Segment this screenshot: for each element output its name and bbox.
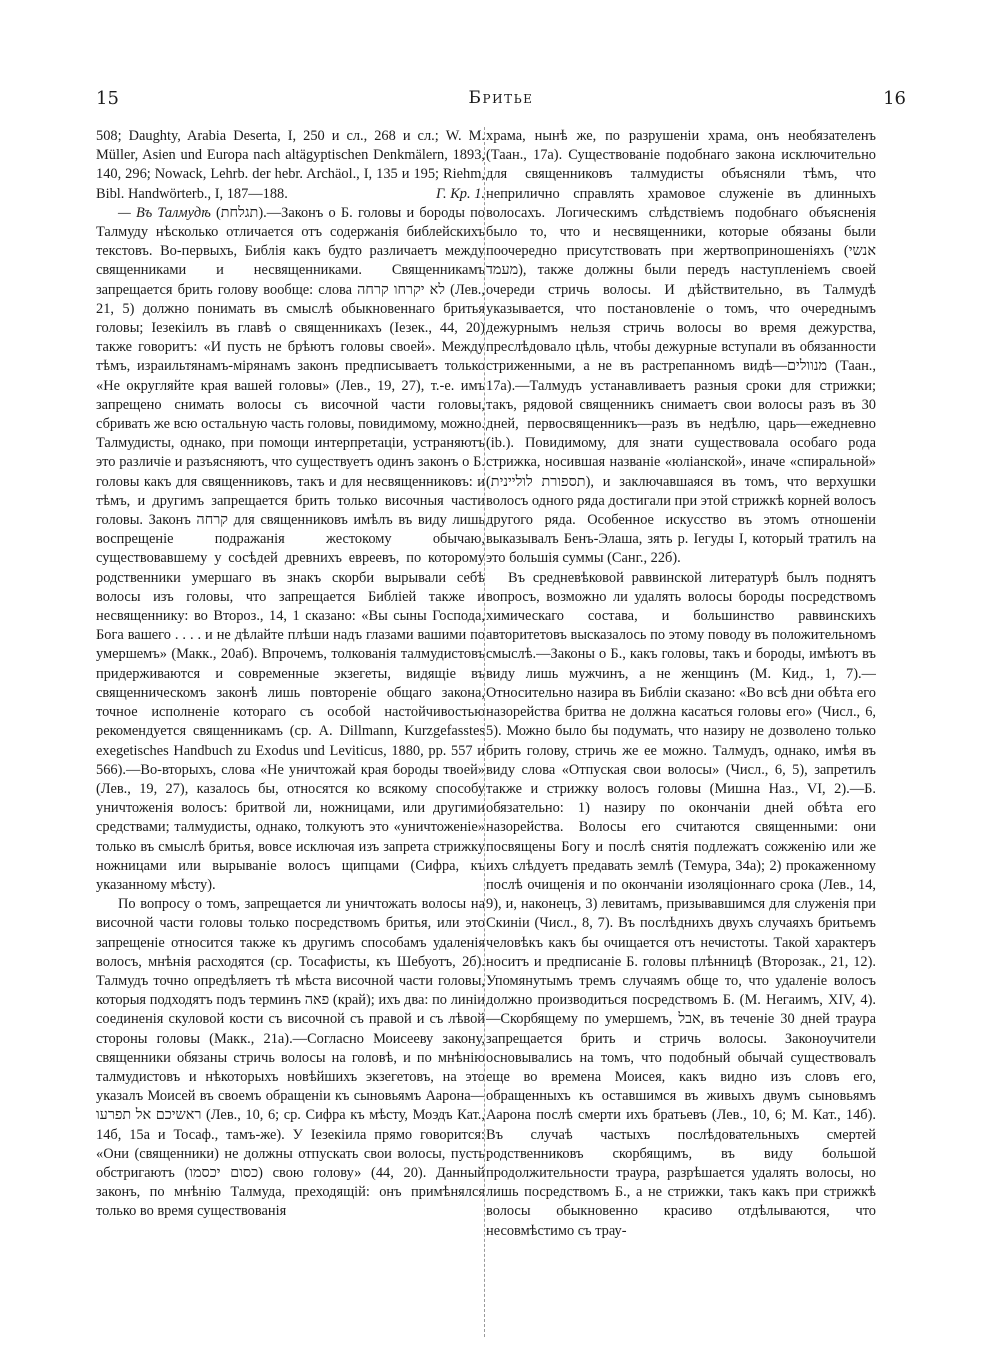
left-column [96, 127, 485, 1337]
talmud-section-text: (תגלחת).—Законъ о Б. головы и бороды по Талмуду нѣсколько отличается отъ содержанія библейскихъ текстовъ. Во-первыхъ, Библія какъ будто различаетъ между священниками и несвященниками. Священникамъ запрещается брить голову вообще: слова לא יקרחו קרחה (Лев., 21, 5) должно понимать въ смыслѣ обыкновеннаго бритья головы; Iезекіилъ въ главѣ о священникахъ (Iезек., 44, 20) также говоритъ: «И пусть не брѣютъ головы своей». Между тѣмъ, израильтянамъ-мірянамъ законъ предписываетъ только «Не округляйте края вашей головы» (Лев., 19, 27), т.-е. имъ запрещено снимать волосы съ височной части головы, сбривать же всю остальную часть головы, повидимому, можно. Талмудисты, однако, при помощи интерпретаціи, устраняютъ это различіе и разъясняютъ, что существуетъ одинъ законъ о Б. головы какъ для священниковъ, такъ и для несвященниковъ: и тѣмъ, и другимъ запрещается брить только височныя части головы. Законъ קרחה для священниковъ имѣлъ въ виду лишь воспрещеніе подражанія жестокому обычаю, существовавшему у сосѣдей древнихъ евреевъ, по которому родственники умершаго въ знакъ скорби вырывали себѣ волосы изъ головы, что запрещается Библіей также и несвященнику: во Второз., 14, 1 сказано: «Вы сыны Господа, Бога вашего . . . . и не дѣлайте плѣши надъ глазами вашими по умершемъ» (Макк., 20аб). Впрочемъ, толкованія талмудистовъ придерживаются и современные экзегеты, видящіе въ священническомъ законѣ лишь повтореніе общаго закона, точное исполненіе котораго съ особой настойчивостью рекомендуется священникамъ (ср. A. Dillmann, Kurzgefasstes exegetisches Handbuch zu Exodus und Leviticus, 1880, pp. 557 и 566).—Во-вторыхъ, слова «Не уничтожай края бороды твоей» (Лев., 19, 27), казалось бы, относятся ко всякому способу уничтоженія волосъ: бритвой ли, ножницами, или другими средствами; талмудисты, однако, толкуютъ это «уничтоженіе» только въ смыслѣ бритья, вовсе исключая изъ запрета стрижку ножницами или вырываніе волосъ щипцами (Сифра, къ указанному мѣсту). [96, 204, 485, 893]
talmud-section-paragraph [96, 204, 485, 895]
right-paragraph-medieval: Въ средневѣковой раввинской литературѣ былъ поднятъ вопросъ, возможно ли удалять волосы бороды посредствомъ химическаго состава, и большинство раввинскихъ авторитетовъ высказалось по этому поводу въ положительномъ смыслѣ.—Законы о Б., какъ головы, такъ и бороды, имѣютъ въ виду лишь мужчинъ, а не женщинъ (М. Кид., 1, 7).—Относительно назира въ Библіи сказано: «Во всѣ дни обѣта его назорейства бритва не должна касаться головы его» (Числ., 6, 5). Можно было бы подумать, что назиру не дозволено только брить голову, стричь же ее можно. Талмудъ, однако, имѣя въ виду слова «Отпуская свои волосы» (Числ., 6, 5), запретилъ также и стрижку волосъ головы (Мишна Наз., VI, 2).—Б. обязательно: 1) назиру по окончаніи дней обѣта его назорейства. Волосы его считаются священными: они посвящены Богу и послѣ снятія подлежатъ сожженію или же ихъ слѣдуетъ предавать землѣ (Темура, 34а); 2) прокаженному послѣ очищенія и по окончаніи изоляціоннаго срока (Лев., 14, 9), и, наконецъ, 3) левитамъ, призывавшимся для служенія при Скиніи (Числ., 8, 7). Въ послѣднихъ двухъ случаяхъ бритьемъ человѣкъ какъ бы очищается отъ нечистоты. Такой характеръ носитъ и предписаніе Б. головы плѣнницѣ (Второзак., 21, 12). Упомянутымъ тремъ случаямъ обще то, что удаленіе волосъ должно производиться посредствомъ Б. (М. Негаимъ, XIV, 4).—Скорбящему по умершемъ, אבל, въ теченіе 30 дней траура запрещается брить и стричь волосы. Законоучители основывались на томъ, что подобный обычай существовалъ еще во времена Моисея, какъ видно изъ словъ его, обращенныхъ къ оставшимся въ живыхъ двумъ сыновьямъ Аарона послѣ смерти ихъ братьевъ (Лев., 10, 6; М. Кат., 14б). Въ случаѣ частыхъ послѣдовательныхъ смертей родственниковъ скорбящимъ, въ виду большой продолжительности траура, разрѣшается удалять волосы, но лишь посредствомъ Б., а не стрижки, такъ какъ при стрижкѣ волосы обыкновенно красиво отдѣлываются, что несовмѣстимо съ трау- [486, 569, 876, 1239]
page-number-left: 15 [96, 88, 119, 109]
bibliography-paragraph [96, 127, 485, 204]
author-signature: Г. Кр. 1. [435, 185, 485, 202]
column-divider [484, 127, 485, 1337]
right-column [486, 127, 876, 1337]
bibliography-text: 508; Daughty, Arabia Deserta, I, 250 и сл., 268 и сл.; W. M. Müller, Asien und Europa nach altägyptischen Denkmälern, 1893, 140, 296; Nowack, Lehrb. der hebr. Archäol., I, 135 и 195; Riehm, Bibl. Handwörterb., I, 187—188. [96, 128, 485, 202]
page-header [96, 88, 906, 118]
right-paragraph-temple: храма, нынѣ же, по разрушеніи храма, онъ необязателенъ (Таан., 17а). Существованіе подобнаго закона исключительно для священниковъ талмудисты объясняли тѣмъ, что неприлично справлять храмовое служеніе въ длинныхъ волосахъ. Логическимъ слѣдствіемъ подобнаго объясненія было то, что и несвященники, которые обязаны были поочередно присутствовать при жертвоприношеніяхъ (אנשי מעמד), также должны были передъ наступленіемъ своей очереди стричь волосы. И дѣйствительно, въ Талмудѣ указывается, что постановленіе о томъ, что очереднымъ дежурнымъ нельзя стричь волосы во время дежурства, преслѣдовало цѣль, чтобы дежурные вступали въ обязанности стриженными, а не въ растрепанномъ видѣ—מנוולים (Таан., 17а).—Талмудъ устанавливаетъ разныя сроки для стрижки; такъ, рядовой священникъ снимаетъ свои волосы разъ въ 30 дней, первосвященникъ—разъ въ недѣлю, царь—ежедневно (ib.). Повидимому, для знати существовала особаго рода стрижка, носившая названіе «юліанской», иначе «спиральной» (תספורת לוליינית), и заключавшаяся въ томъ, что верхушки волосъ одного ряда достигали при этой стрижкѣ корней волосъ другого ряда. Особенное искусство въ этомъ отношеніи выказывалъ Бенъ-Элаша, зять р. Iегуды I, который тратилъ на это большія суммы (Санг., 22б). [486, 128, 876, 567]
running-title: Бритье [468, 88, 534, 108]
left-paragraph-temples: По вопросу о томъ, запрещается ли уничтожать волосы на височной части головы только посредствомъ бритья, или это запрещеніе относится также къ другимъ способамъ удаленія волосъ, мнѣнія расходятся (ср. Тосафисты, къ Шебуотъ, 2б). Талмудъ точно опредѣляетъ тѣ мѣста височной части головы, которыя подходятъ подъ терминъ פאה (край); ихъ два: по линіи соединенія скуловой кости съ височной съ правой и съ лѣвой стороны головы (Макк., 21а).—Согласно Моисееву закону, священники обязаны стричь волосы на головѣ, и по мнѣнію талмудистовъ и нѣкоторыхъ новѣйшихъ экзегетовъ, на это указалъ Моисей въ своемъ обращеніи къ сыновьямъ Аарона—ראשיכם אל תפרעו (Лев., 10, 6; ср. Сифра къ мѣсту, Моэдъ Кат., 14б, 15а и Тосаф., тамъ-же). У Iезекіила прямо говорится: «Они (священники) не должны отпускать свои волосы, пусть обстригаютъ (כסום יכסמו) свою голову» (44, 20). Данный законъ, по мнѣнію Талмуда, преходящій: онъ примѣнялся только во время существованія [96, 896, 485, 1220]
page-number-right: 16 [883, 88, 906, 109]
section-lead: — Въ Талмудѣ [118, 204, 211, 221]
